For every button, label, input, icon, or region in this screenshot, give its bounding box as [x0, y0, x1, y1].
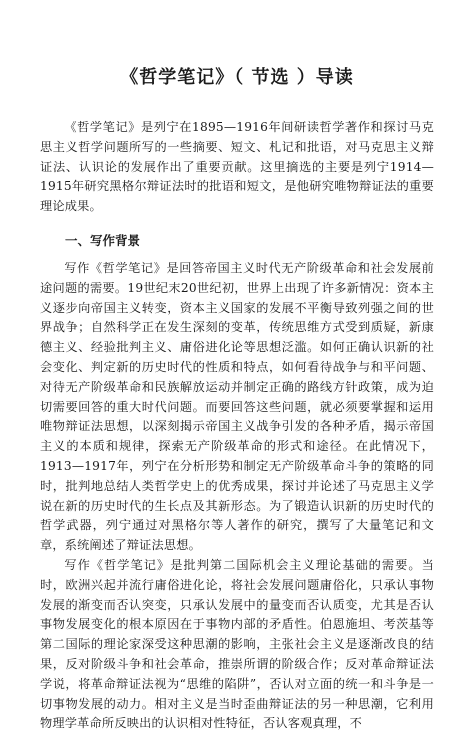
body-paragraph-1: 写作《哲学笔记》是回答帝国主义时代无产阶级革命和社会发展前途问题的需要。19世纪末20世纪初，世界上出现了许多新情况：资本主义逐步向帝国主义转变，资本主义国家的发展不平衡导致列强之间的世界战争；自然科学正在发生深刻的变革，传统思维方式受到质疑，新康德主义、经验批判主义、庸俗进化论等思想泛滥。如何正确认识新的社会变化、判定新的历史时代的性质和特点，如何看待战争与和平问题、对待无产阶级革命和民族解放运动并制定正确的路线方针政策，成为迫切需要回答的重大时代问题。而要回答这些问题，就必须要掌握和运用唯物辩证法思想，以深刻揭示帝国主义战争引发的各种矛盾，揭示帝国主义的本质和规律，探索无产阶级革命的形式和途径。在此情况下，1913—1917年，列宁在分析形势和制定无产阶级革命斗争的策略的同时，批判地总结人类哲学史上的优秀成果，探讨并论述了马克思主义学说在新的历史时代的生长点及其新形态。为了锻造认识新的历史时代的哲学武器，列宁通过对黑格尔等人著作的研究，撰写了大量笔记和文章，系统阐述了辩证法思想。 — [40, 260, 434, 553]
document-body — [40, 118, 434, 734]
body-paragraph-2: 写作《哲学笔记》是批判第二国际机会主义理论基础的需要。当时，欧洲兴起并流行庸俗进化论，将社会发展问题庸俗化，只承认事物发展的渐变而否认突变，只承认发展中的量变而否认质变，尤其是否认事物发展变化的根本原因在于事物内部的矛盾性。伯恩施坦、考茨基等第二国际的理论家深受这种思潮的影响，主张社会主义是逐渐改良的结果，反对阶级斗争和社会革命，推崇所谓的阶级合作；反对革命辩证法学说，将革命辩证法视为“思维的陷阱”，否认对立面的统一和斗争是一切事物发展的动力。相对主义是当时歪曲辩证法的另一种思潮，它利用物理学革命所反映出的认识相对性特征，否认客观真理，不 — [40, 557, 434, 731]
document-title: 《哲学笔记》（ 节选 ）导读 — [120, 67, 354, 88]
section-heading-writing-background: 一、写作背景 — [65, 232, 141, 248]
intro-paragraph: 《哲学笔记》是列宁在1895—1916年间研读哲学著作和探讨马克思主义哲学问题所写的一些摘要、短文、札记和批语，对马克思主义辩证法、认识论的发展作出了重要贡献。这里摘选的主要是列宁1914—1915年研究黑格尔辩证法时的批语和短文，是他研究唯物辩证法的重要理论成果。 — [40, 120, 434, 214]
